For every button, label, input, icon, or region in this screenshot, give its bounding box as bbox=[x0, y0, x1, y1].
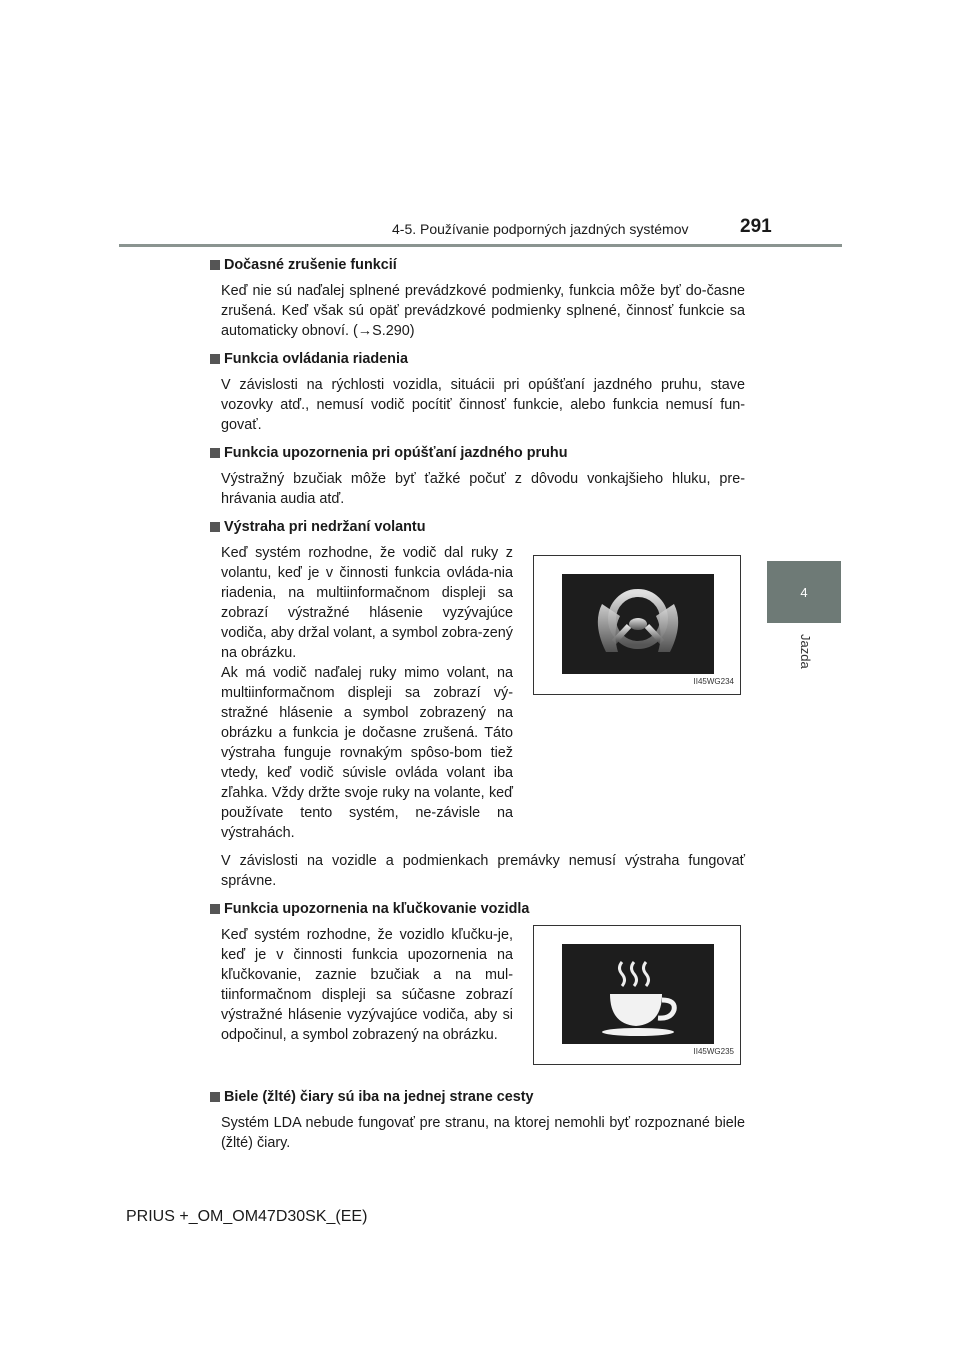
section-note: V závislosti na vozidle a podmienkach premávky nemusí výstraha fungovať správne. bbox=[221, 853, 745, 889]
section-body: Výstražný bzučiak môže byť ťažké počuť z dôvodu vonkajšieho hluku, pre-hrávania audia atď. bbox=[221, 471, 745, 507]
section-body: Keď systém rozhodne, že vozidlo kľučku-je, keď je v činnosti funkcia upozornenia na kľučkovanie, zaznie bzučiak a na mul-tiinformačnom displeji sa súčasne zobrazí výstražné hlásenie vyzývajúce vodiča, aby si odpočinul, a symbol zobrazený na obrázku. bbox=[221, 927, 513, 1043]
hands-off-steering-wheel-icon bbox=[562, 574, 714, 674]
section-heading: Funkcia upozornenia na kľučkovanie vozidla bbox=[210, 899, 745, 919]
square-bullet-icon bbox=[210, 448, 220, 458]
chapter-label: Jazda bbox=[798, 634, 813, 669]
section-lane-departure-alert bbox=[210, 443, 745, 509]
document-id: PRIUS +_OM_OM47D30SK_(EE) bbox=[126, 1208, 368, 1225]
section-heading: Funkcia ovládania riadenia bbox=[210, 349, 745, 369]
section-sway-warning bbox=[210, 899, 745, 1065]
section-heading: Výstraha pri nedržaní volantu bbox=[210, 517, 745, 537]
section-title: 4-5. Používanie podporných jazdných systémov bbox=[392, 221, 689, 237]
square-bullet-icon bbox=[210, 904, 220, 914]
square-bullet-icon bbox=[210, 260, 220, 270]
square-bullet-icon bbox=[210, 354, 220, 364]
figure-coffee bbox=[533, 925, 741, 1065]
display-screen bbox=[562, 944, 714, 1044]
header-divider bbox=[119, 244, 842, 247]
main-content bbox=[210, 255, 745, 1161]
square-bullet-icon bbox=[210, 1092, 220, 1102]
section-steering-control bbox=[210, 349, 745, 435]
section-heading: Dočasné zrušenie funkcií bbox=[210, 255, 745, 275]
section-heading: Funkcia upozornenia pri opúšťaní jazdného pruhu bbox=[210, 443, 745, 463]
chapter-number: 4 bbox=[800, 584, 808, 600]
section-lines-one-side bbox=[210, 1087, 745, 1153]
coffee-cup-icon bbox=[562, 944, 714, 1044]
section-hands-off-warning bbox=[210, 517, 745, 891]
square-bullet-icon bbox=[210, 522, 220, 532]
display-screen bbox=[562, 574, 714, 674]
chapter-tab bbox=[767, 561, 841, 623]
section-body: V závislosti na rýchlosti vozidla, situácii pri opúšťaní jazdného pruhu, stave vozovky atď., nemusí vodič pocítiť činnosť funkcie, alebo funkcia nemusí fun-govať. bbox=[221, 377, 745, 433]
section-body: Keď systém rozhodne, že vodič dal ruky z volantu, keď je v činnosti funkcia ovláda-nia riadenia, na multiinformačnom displeji sa zobrazí výstražné hlásenie vyzývajúce vodiča, aby držal volant, a symbol zobra-zený na obrázku. Ak má vodič naďalej ruky mimo volant, na multiinformačnom displeji sa zobrazí vý-stražné hlásenie a symbol zobrazený na obrázku a funkcia je dočasne zrušená. Táto výstraha funguje rovnakým spôso-bom tiež vtedy, keď vodič súvisle ovláda volant iba zľahka. Vždy držte svoje ruky na volante, keď používate tento systém, ne-závisle na výstrahách. bbox=[221, 545, 513, 841]
section-body: Keď nie sú naďalej splnené prevádzkové podmienky, funkcia môže byť do-časne zrušená. Keď však sú opäť prevádzkové podmienky splnené, činnosť funkcie sa automaticky obnoví. (→S.290) bbox=[221, 283, 745, 339]
section-temporary-cancel bbox=[210, 255, 745, 341]
page-number: 291 bbox=[740, 216, 772, 237]
figure-hands-off bbox=[533, 555, 741, 695]
figure-code: II45WG235 bbox=[693, 1047, 734, 1056]
section-body: Systém LDA nebude fungovať pre stranu, na ktorej nemohli byť rozpoznané biele (žlté) čiary. bbox=[221, 1115, 745, 1151]
section-heading: Biele (žlté) čiary sú iba na jednej strane cesty bbox=[210, 1087, 745, 1107]
figure-code: II45WG234 bbox=[693, 677, 734, 686]
